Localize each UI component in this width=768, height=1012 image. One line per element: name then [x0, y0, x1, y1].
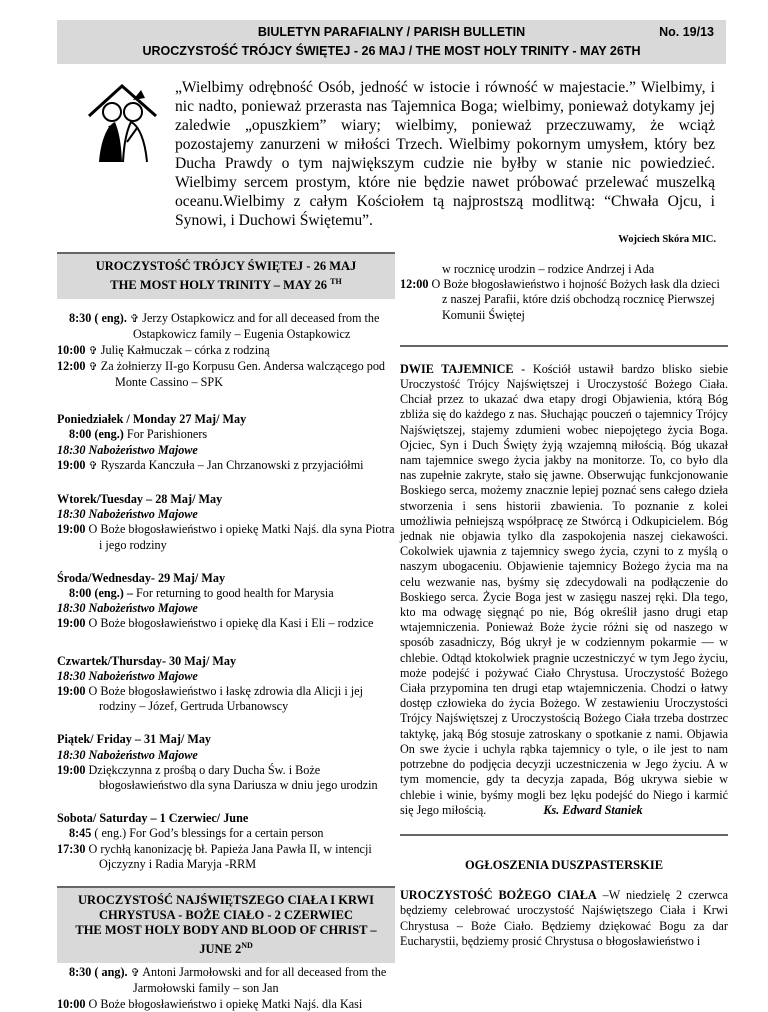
divider: [400, 834, 728, 836]
announcement-corpus-christi: [400, 888, 728, 950]
cross-icon: ✞: [88, 344, 98, 357]
mass-entry: 10:00 O Boże błogosławieństwo i opiekę Matki Najś. dla Kasi: [57, 996, 363, 1011]
corpus-christi-section-title: UROCZYSTOŚĆ NAJŚWIĘTSZEGO CIAŁA I KRWI CHRYSTUSA - BOŻE CIAŁO - 2 CZERWIEC THE MOST HOLY BODY AND BLOOD OF CHRIST – JUNE 2ND: [57, 886, 395, 963]
cross-icon: ✞: [129, 313, 140, 326]
continued-schedule: [400, 262, 728, 323]
cross-icon: ✞: [88, 459, 98, 472]
announcements-title: OGŁOSZENIA DUSZPASTERSKIE: [464, 857, 664, 872]
day-heading: Poniedziałek / Monday 27 Maj/ May: [57, 412, 247, 427]
mass-entry: 8:00 (eng.) For Parishioners: [69, 427, 208, 442]
mass-entry: 19:00 Dziękczynna z prośbą o dary Ducha Św. i Boże błogosławieństwo dla syna Dariusza w dniu jego urodzin: [57, 762, 378, 793]
trinity-section-title: [57, 252, 395, 299]
mass-entry: 8:45 ( eng.) For God’s blessings for a certain person: [69, 826, 324, 841]
day-heading: Wtorek/Tuesday – 28 Maj/ May: [57, 491, 223, 506]
cross-icon: ✞: [88, 360, 98, 373]
may-devotion: 18:30 Nabożeństwo Majowe: [57, 601, 198, 616]
left-column: [57, 252, 395, 1012]
day-heading: Środa/Wednesday- 29 Maj/ May: [57, 570, 226, 585]
divider: [400, 345, 728, 347]
mass-entry: 19:00 O Boże błogosławieństwo i opiekę Matki Najś. dla syna Piotra i jego rodziny: [57, 522, 395, 552]
article-signature: Ks. Edward Staniek: [543, 802, 643, 817]
opening-quote: „Wielbimy odrębność Osób, jedność w istocie i równość w majestacie.” Wielbimy, i nic nadto, ponieważ przerasta nas Tajemnica Boga; wielbimy, ponieważ dotykamy jej zaledwie „opuszkiem” wiary; wielbimy, ponieważ przeczuwamy, że wciąż pozostajemy zanurzeni w miłości Trzech. Wielbimy pokornym umysłem, który bez Ducha Prawdy o tym największym cudzie nie byłby w stanie nic powiedzieć. Wielbimy sercem prostym, które nie będzie nawet próbować przelewać muszelką oceanu.Wielbimy z całym Kościołem tą najprostszą modlitwą: “Chwała Ojcu, i Synowi, i Duchowi Świętemu”.: [175, 79, 715, 229]
may-devotion: 18:30 Nabożeństwo Majowe: [57, 668, 198, 683]
mass-entry: 8:30 ( ang). ✞ Antoni Jarmołowski and for all deceased from the Jarmołowski family – son Jan: [69, 965, 387, 996]
cross-icon: ✞: [130, 967, 140, 980]
mass-entry: 10:00 ✞ Julię Kałmuczak – córka z rodziną: [57, 342, 270, 357]
mass-entry: 12:00 O Boże błogosławieństwo i hojność Bożych łask dla dzieci z naszej Parafii, które dziś obchodzą rocznicę Pierwszej Komunii Świętej: [400, 277, 720, 322]
mass-schedule: [57, 311, 395, 872]
feast-title: UROCZYSTOŚĆ TRÓJCY ŚWIĘTEJ - 26 MAJ / THE MOST HOLY TRINITY - MAY 26TH: [142, 44, 641, 58]
trinity-title-pl: UROCZYSTOŚĆ TRÓJCY ŚWIĘTEJ - 26 MAJ: [95, 259, 357, 273]
bulletin-header: [57, 20, 726, 64]
mass-entry: 8:30 ( eng). ✞ Jerzy Ostapkowicz and for all deceased from the Ostapkowicz family – Eugenia Ostapkowicz: [69, 311, 380, 342]
mass-entry: 19:00 ✞ Ryszarda Kanczuła – Jan Chrzanowski z przyjaciółmi: [57, 457, 364, 472]
mass-entry: 8:00 (eng.) – For returning to good health for Marysia: [69, 586, 334, 600]
right-column: [400, 262, 728, 950]
june-schedule: [57, 965, 395, 1012]
mass-entry: 19:00 O Boże błogosławieństwo i opiekę dla Kasi i Eli – rodzice: [57, 616, 374, 631]
day-heading: Sobota/ Saturday – 1 Czerwiec/ June: [57, 811, 249, 826]
mass-entry: w rocznicę urodzin – rodzice Andrzej i Ada: [442, 262, 655, 276]
mass-entry: 19:00 O Boże błogosławieństwo i łaskę zdrowia dla Alicji i jej rodziny – Józef, Gertruda Urbanowscy: [57, 684, 363, 714]
mass-entry: 12:00 ✞ Za żołnierzy II-go Korpusu Gen. Andersa walczącego pod Monte Cassino – SPK: [57, 358, 386, 389]
announcement-body: –W niedzielę 2 czerwca będziemy celebrować uroczystość Najświętszego Ciała i Krwi Chrystusa – Boże Ciało. Będziemy dziękować Bogu za dar Eucharystii, będziemy prosić Chrystusa o błogosławieństwo i: [400, 887, 728, 949]
mass-entry: 17:30 O rychłą kanonizację bł. Papieża Jana Pawła II, w intencji Ojczyzny i Radia Maryja -RRM: [57, 841, 372, 871]
trinity-title-en: THE MOST HOLY TRINITY – MAY 26 $^{TH}$: [110, 277, 342, 293]
may-devotion: 18:30 Nabożeństwo Majowe: [57, 747, 198, 762]
article-two-mysteries: [400, 362, 728, 818]
article-body: - Kościół ustawił bardzo blisko siebie Uroczystość Trójcy Najświętszej i Uroczystość Bożego Ciała. Chciał przez to ukazać dwa etapy drogi Objawienia, którą Bóg zbliża się do każdego z nas. Słuchając pouczeń o tajemnicy Trójcy Najświętszej, stajemy zdumieni wobec niepojętego życia Boga. Ojciec, Syn i Duch Święty żyją wzajemną miłością. Bóg ukazał nam tajemnice swego życia jakby na monitorze. To, co było dla nas zupełnie zakryte, stało się jawne. Obserwując funkcjonowanie Boskiego serca, możemy znacznie lepiej poznać sens całego dzieła stworzenia i sens historii zbawienia. To poznanie z kolei umożliwia pełniejszą współpracę ze Stwórcą i Odkupicielem. Bóg jednak nie objawia tylko dla zaspokojenia naszej ciekawości. Cokolwiek ujawnia z tajemnicy swego życia, czyni to z myślą o naszym ubogaceniu. Objawienie tajemnicy Bożego życia ma na celu wezwanie nas, byśmy się zdecydowali na podłączenie do Boskiego serca. Życie Boga jest w zasięgu naszej ręki. Dla tego, kto ma odwagę sięgnąć po nie, Bóg określił jasno drugi etap wtajemniczenia. Ponieważ Boże życie różni się od naszego w sposób zasadniczy, Bóg ukrył je w codziennym pokarmie — w chlebie. Odtąd ktokolwiek pragnie uczestniczyć w tym Jego życiu, może podejść i pożywać Ciało Chrystusa. Uroczystość Bożego Ciała przypomina ten drugi etap wtajemniczenia. Chodzi o łatwy dostęp człowieka do życia Bożego. W zestawieniu Uroczystości Trójcy Najświętszej z Uroczystością Bożego Ciała trzeba dostrzec taktykę, jaką Bóg stosuje zatroskany o spotkanie z nami. Objawia On swe życie i uchyla rąbka tajemnicy o tyle, o ile jest to nam potrzebne do podjęcia decyzji uczestniczenia w Jego życiu. A w tym momencie, gdy ta decyzja zapada, Bóg ukrywa siebie w chlebie i winie, byśmy mogli bez lęku podejść do Niego i karmić się Jego miłością.: [400, 361, 729, 817]
article-title: DWIE TAJEMNICE: [400, 361, 514, 376]
bulletin-title: BIULETYN PARAFIALNY / PARISH BULLETIN: [257, 25, 526, 39]
trinity-icon: [85, 82, 160, 164]
announcement-lead: UROCZYSTOŚĆ BOŻEGO CIAŁA: [400, 887, 597, 902]
quote-author: Wojciech Skóra MIC.: [618, 234, 716, 245]
issue-number: No. 19/13: [659, 25, 714, 39]
day-heading: Piątek/ Friday – 31 Maj/ May: [57, 732, 212, 747]
may-devotion: 18:30 Nabożeństwo Majowe: [57, 442, 198, 457]
may-devotion: 18:30 Nabożeństwo Majowe: [57, 507, 198, 522]
day-heading: Czwartek/Thursday- 30 Maj/ May: [57, 653, 237, 668]
